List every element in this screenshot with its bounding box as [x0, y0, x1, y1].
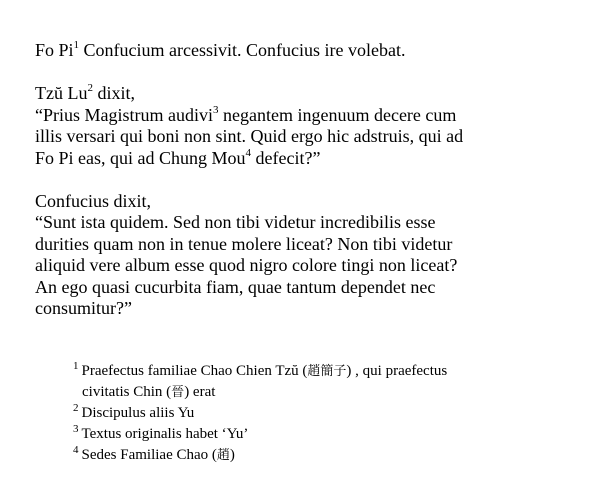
text-segment: Tzŭ Lu [35, 83, 88, 103]
chinese-characters: 趙 [216, 448, 230, 463]
footnote-ref: 4 [245, 146, 252, 159]
footnote-marker: 2 [73, 402, 79, 414]
footnote-text: ) , qui praefectus [346, 363, 448, 379]
text-segment: negantem ingenuum decere cum [218, 104, 457, 125]
footnote-1-continuation [73, 382, 583, 403]
chinese-characters: 趙簡子 [307, 364, 347, 379]
footnote-marker: 1 [73, 360, 79, 372]
footnote-2 [73, 403, 583, 424]
chinese-characters: 晉 [171, 385, 185, 400]
text-line: aliquid vere album esse quod nigro colore tingi non liceat? [35, 255, 458, 275]
footnote-text: Sedes Familiae Chao ( [81, 447, 217, 463]
paragraph-tzu-lu [35, 83, 590, 169]
paragraph-intro [35, 40, 590, 62]
footnotes [73, 361, 583, 466]
footnote-text: Praefectus familiae Chao Chien Tzŭ ( [81, 363, 308, 379]
text-segment: Fo Pi eas, qui ad Chung Mou [35, 147, 246, 168]
text-line: consumitur?” [35, 298, 132, 318]
footnote-text: civitatis Chin ( [82, 384, 172, 400]
text-line [35, 83, 590, 105]
text-segment: dixit, [92, 83, 135, 103]
footnote-4 [73, 445, 583, 466]
paragraph-confucius [35, 191, 590, 320]
footnote-text: Discipulus aliis Yu [81, 405, 195, 421]
footnote-marker: 4 [73, 444, 79, 456]
text-line: durities quam non in tenue molere liceat? Non tibi videtur [35, 233, 453, 254]
text-line [35, 40, 590, 62]
text-line: An ego quasi cucurbita fiam, quae tantum dependet nec [35, 276, 436, 297]
text-line [35, 105, 590, 127]
text-segment: Fo Pi [35, 40, 74, 60]
footnote-ref: 3 [213, 103, 219, 116]
footnote-1 [73, 361, 583, 382]
footnote-text: ) [229, 447, 235, 463]
text-segment: “Prius Magistrum audivi [35, 104, 213, 125]
text-segment: Confucium arcessivit. Confucius ire volebat. [79, 40, 406, 60]
footnote-3 [73, 424, 583, 445]
footnote-text: Textus originalis habet ‘Yu’ [81, 426, 249, 442]
footnote-text: ) erat [184, 384, 216, 400]
text-line: “Sunt ista quidem. Sed non tibi videtur incredibilis esse [35, 212, 436, 232]
text-line [35, 148, 590, 170]
text-line: illis versari qui boni non sint. Quid ergo hic adstruis, qui ad [35, 126, 464, 146]
text-line: Confucius dixit, [35, 190, 151, 211]
text-segment: defecit?” [251, 147, 321, 168]
footnote-marker: 3 [73, 423, 79, 435]
footnote-ref: 2 [87, 82, 93, 94]
main-text [35, 40, 590, 341]
footnote-ref: 1 [73, 39, 80, 51]
